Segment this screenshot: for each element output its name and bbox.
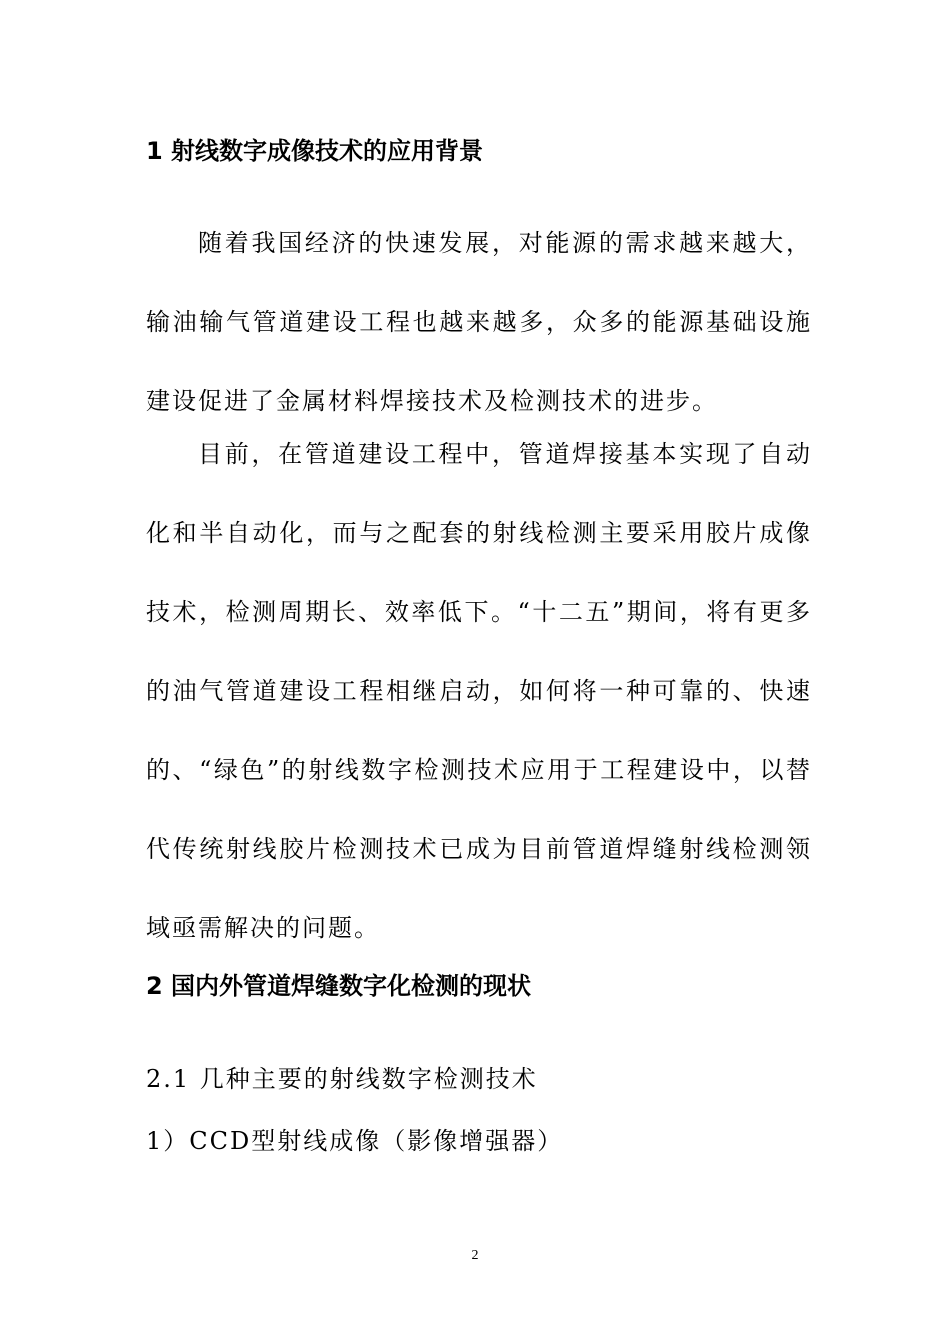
page-number: 2 (471, 1248, 479, 1263)
section-2-heading: 2 国内外管道焊缝数字化检测的现状 (146, 972, 532, 1000)
section-1-paragraph-1: 随着我国经济的快速发展，对能源的需求越来越大，输油输气管道建设工程也越来越多，众多的能源基础设施建设促进了金属材料焊接技术及检测技术的进步。 (146, 229, 812, 415)
section-1-paragraph-2: 目前，在管道建设工程中，管道焊接基本实现了自动化和半自动化，而与之配套的射线检测主要采用胶片成像技术，检测周期长、效率低下。“十二五”期间，将有更多的油气管道建设工程相继启动，如何将一种可靠的、快速的、“绿色”的射线数字检测技术应用于工程建设中，以替代传统射线胶片检测技术已成为目前管道焊缝射线检测领域亟需解决的问题。 (146, 440, 812, 942)
subsection-2-1-heading: 2.1 几种主要的射线数字检测技术 (146, 1065, 538, 1093)
section-1-heading: 1 射线数字成像技术的应用背景 (146, 137, 484, 165)
list-item-ccd: 1）CCD型射线成像（影像增强器） (146, 1127, 564, 1155)
